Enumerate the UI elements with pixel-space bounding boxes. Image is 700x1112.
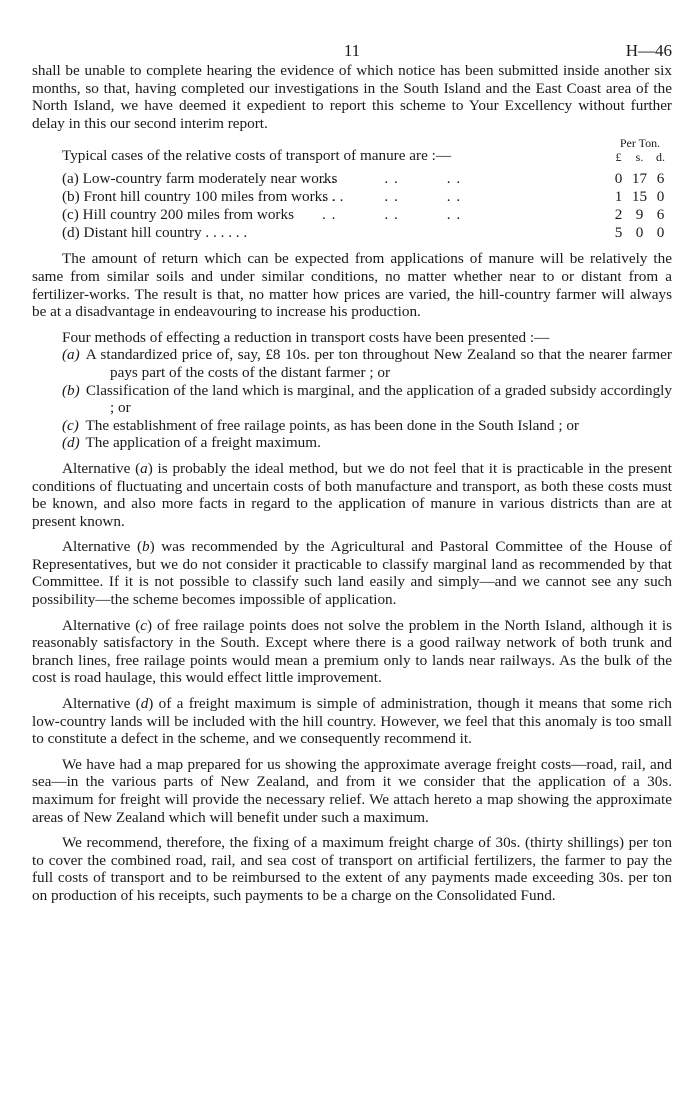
transport-cost-table xyxy=(32,134,672,242)
dot-leaders: . . . . . . xyxy=(322,206,462,224)
amount-pounds: 0 xyxy=(614,170,623,188)
map-paragraph: We have had a map prepared for us showing the approximate average freight costs—road, rail, and sea—in the various parts of New Zealand, and from it we consider that the application of a 30s. maximum for freight will provide the necessary relief. We attach hereto a map showing the approximate areas of New Zealand which will benefit under such a maximum. xyxy=(32,755,672,826)
currency-columns xyxy=(608,150,672,164)
method-item xyxy=(32,382,672,417)
column-pounds: £ xyxy=(615,150,622,165)
alt-text: ) of a freight maximum is simple of administration, though it means that some rich low-country lands will be included with the hill country. However, we feel that this anomaly is too small to constitute a defect in the scheme, and we consequently recommend it. xyxy=(32,695,673,748)
cost-row-label: (c) Hill country 200 miles from works xyxy=(62,206,294,224)
alt-letter: b xyxy=(142,538,150,556)
amount-shillings: 17 xyxy=(631,170,648,188)
amount-pounds: 2 xyxy=(614,206,623,224)
page-number: 11 xyxy=(343,41,361,60)
document-page xyxy=(32,30,672,905)
column-pence: d. xyxy=(656,150,665,165)
dot-leaders: . . . . . . xyxy=(322,170,462,188)
cost-amount xyxy=(608,206,672,224)
alternative-a-paragraph xyxy=(32,460,672,530)
cost-amount xyxy=(608,224,672,242)
alt-letter: c xyxy=(140,616,148,634)
alt-lead: Alternative ( xyxy=(62,538,143,556)
alt-lead: Alternative ( xyxy=(62,616,141,634)
alt-text: ) was recommended by the Agricultural and Pastoral Committee of the House of Representatives, but we do not consider it practicable to classify marginal land as recommended by that Committee. If it is not possible to classify such land easily and simply—and we cannot see any such possibility—the scheme becomes impossible of application. xyxy=(32,538,673,609)
alt-lead: Alternative ( xyxy=(62,695,141,713)
alt-text: ) of free railage points does not solve the problem in the North Island, although it is reasonably satisfactory in the South. Except where there is a good railway network of both trunk and branch lines, free railage points would mean a premium only to lands near railways. As the bulk of the cost is road haulage, this would effect little improvement. xyxy=(32,616,673,687)
cost-amount xyxy=(608,188,672,206)
alt-lead: Alternative ( xyxy=(62,459,141,477)
cost-row xyxy=(32,224,672,242)
method-marker: (b) xyxy=(62,381,80,399)
method-marker: (a) xyxy=(62,346,80,364)
cost-table-intro: Typical cases of the relative costs of transport of manure are :— xyxy=(62,147,452,165)
amount-shillings: 0 xyxy=(635,224,644,242)
document-code: H—46 xyxy=(625,41,672,60)
method-marker: (d) xyxy=(62,434,80,452)
amount-pounds: 5 xyxy=(614,224,623,242)
method-text: Classification of the land which is marginal, and the application of a graded subsidy accordingly ; or xyxy=(85,381,672,417)
return-paragraph: The amount of return which can be expected from applications of manure will be relatively the same from similar soils and under similar conditions, no matter whether near to or distant from a fertilizer-works. The result is that, no matter how prices are varied, the hill-country farmer will always be at a disadvantage in endeavouring to increase his production. xyxy=(32,250,672,321)
alternative-b-paragraph xyxy=(32,538,672,608)
cost-table-header xyxy=(32,134,672,170)
amount-shillings: 15 xyxy=(631,188,648,206)
alt-text: ) is probably the ideal method, but we do not feel that it is practicable in the present conditions of fluctuating and uncertain costs of both manufacture and transport, as both these costs must be known, and also more facts in regard to the application of manure in various districts than are at present known. xyxy=(32,459,672,530)
alt-letter: a xyxy=(140,459,148,477)
method-text: The application of a freight maximum. xyxy=(85,434,321,452)
cost-row-label: (b) Front hill country 100 miles from works . . xyxy=(62,188,344,206)
cost-row xyxy=(32,170,672,188)
cost-row-label: (a) Low-country farm moderately near works xyxy=(62,170,338,188)
methods-intro: Four methods of effecting a reduction in transport costs have been presented :— xyxy=(62,328,550,346)
amount-pence: 0 xyxy=(656,224,665,242)
alternative-c-paragraph xyxy=(32,617,672,687)
method-marker: (c) xyxy=(62,416,79,434)
method-item xyxy=(32,434,672,452)
amount-shillings: 9 xyxy=(635,206,644,224)
page-header xyxy=(32,30,672,62)
amount-pounds: 1 xyxy=(614,188,623,206)
amount-pence: 6 xyxy=(656,170,665,188)
method-text: The establishment of free railage points, as has been done in the South Island ; or xyxy=(85,416,579,434)
cost-row-label: (d) Distant hill country . . . . . . xyxy=(62,224,248,242)
amount-pence: 0 xyxy=(656,188,665,206)
method-text: A standardized price of, say, £8 10s. per ton throughout New Zealand so that the nearer farmer pays part of the costs of the distant farmer ; or xyxy=(85,346,672,381)
alt-letter: d xyxy=(140,695,149,713)
per-ton-label: Per Ton. xyxy=(619,136,661,151)
alternative-d-paragraph xyxy=(32,695,672,748)
column-shillings: s. xyxy=(635,150,644,165)
cost-amount xyxy=(608,170,672,188)
amount-pence: 6 xyxy=(656,206,665,224)
intro-paragraph: shall be unable to complete hearing the evidence of which notice has been submitted inside another six months, so that, having completed our investigations in the South Island and the East Coast area of the North Island, we have deemed it expedient to report this scheme to Your Excellency without further delay in this our second interim report. xyxy=(32,62,672,132)
method-item xyxy=(32,346,672,381)
dot-leaders: . . . . . . xyxy=(322,188,462,206)
method-item xyxy=(32,417,672,435)
cost-row xyxy=(32,188,672,206)
recommendation-paragraph: We recommend, therefore, the fixing of a maximum freight charge of 30s. (thirty shillings) per ton to cover the combined road, rail, and sea cost of transport on artificial fertilizers, the farmer to pay the full costs of transport and to be reimbursed to the extent of any payments made exceeding 30s. per ton on production of his receipts, such payments to be a charge on the Consolidated Fund. xyxy=(32,834,672,904)
cost-row xyxy=(32,206,672,224)
